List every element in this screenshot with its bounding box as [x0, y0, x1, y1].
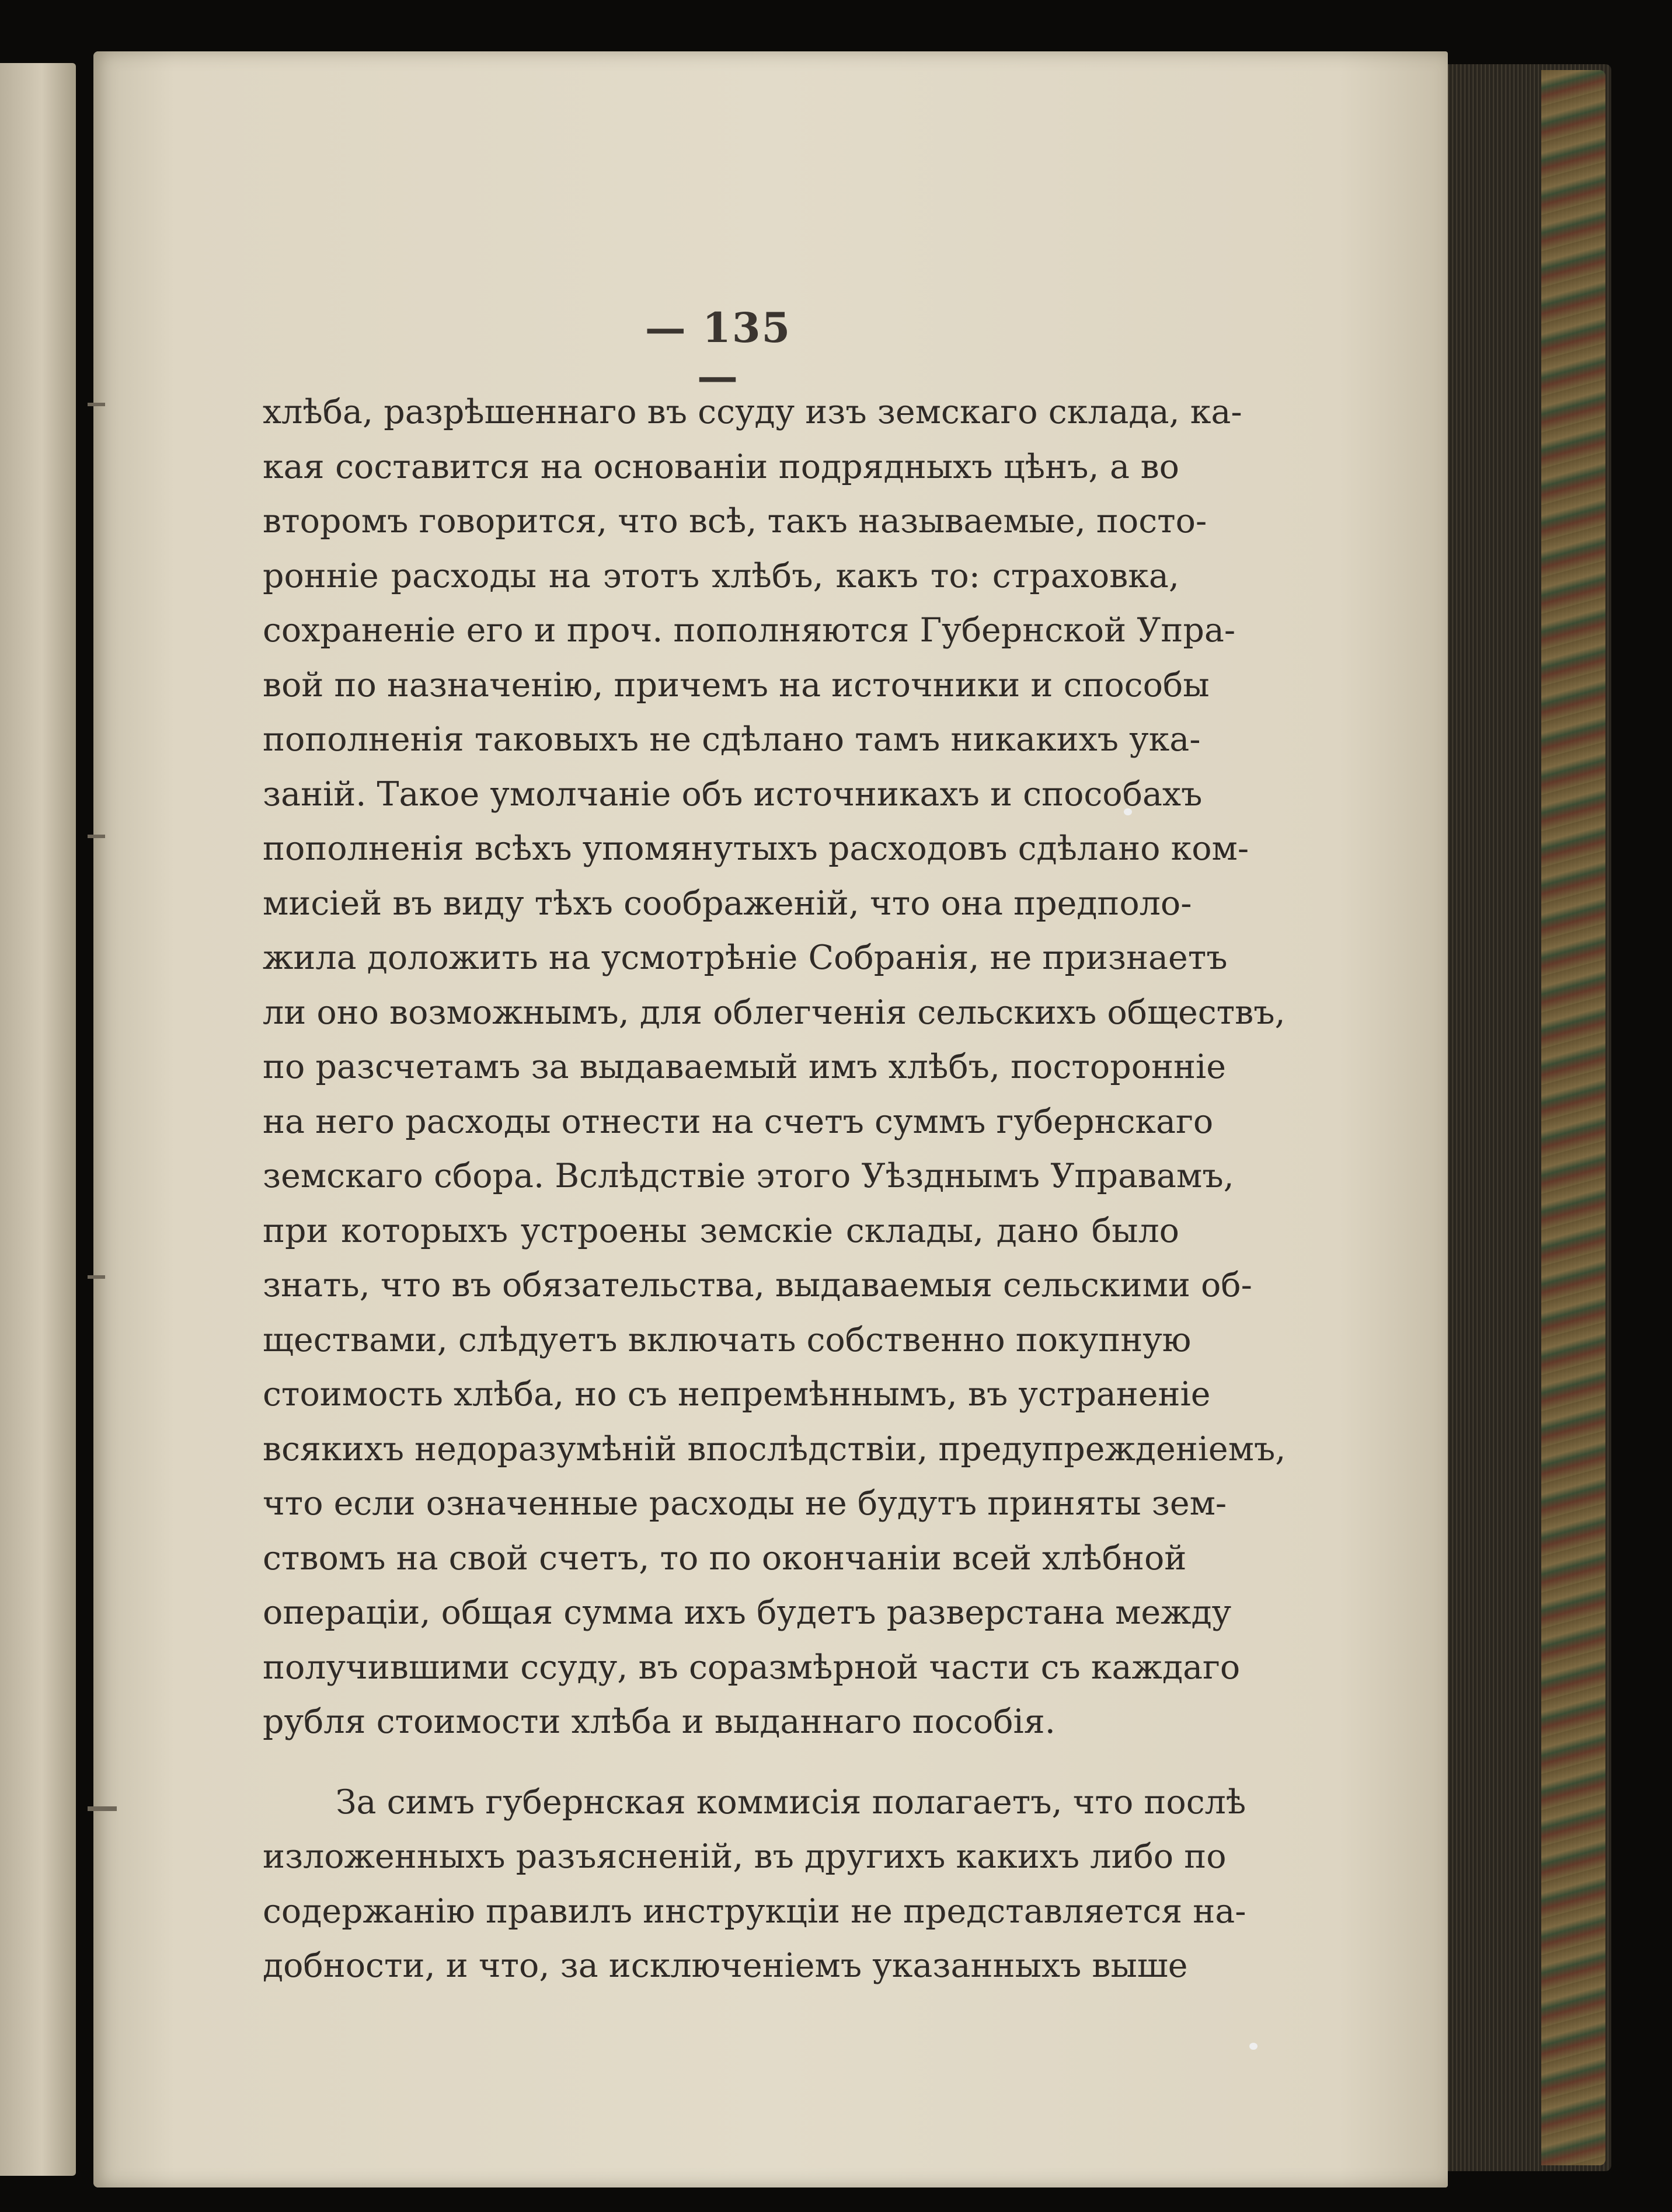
text-line: хлѣба, разрѣшеннаго въ ссуду изъ земскаго склада, ка- [263, 393, 1242, 431]
text-line: второмъ говорится, что всѣ, такъ называемые, посто- [263, 502, 1207, 540]
margin-mark [88, 1275, 105, 1279]
text-line: кая составится на основаніи подрядныхъ цѣнъ, а во [263, 447, 1179, 486]
text-line: ществами, слѣдуетъ включать собственно покупную [263, 1320, 1192, 1359]
text-line: ли оно возможнымъ, для облегченія сельскихъ обществъ, [263, 993, 1286, 1032]
text-line: при которыхъ устроены земскіе склады, дано было [263, 1211, 1179, 1250]
text-line: содержанію правилъ инструкціи не представляется на- [263, 1892, 1246, 1931]
margin-mark [88, 1806, 117, 1811]
text-line: стоимость хлѣба, но съ непремѣннымъ, въ устраненіе [263, 1375, 1211, 1414]
text-line: рубля стоимости хлѣба и выданнаго пособія. [263, 1702, 1056, 1741]
text-line: по разсчетамъ за выдаваемый имъ хлѣбъ, посторонніе [263, 1048, 1226, 1086]
text-line: всякихъ недоразумѣній впослѣдствіи, предупрежденіемъ, [263, 1429, 1286, 1468]
text-line: операціи, общая сумма ихъ будетъ разверстана между [263, 1593, 1232, 1632]
text-line: роннiе расходы на этотъ хлѣбъ, какъ то: страховка, [263, 556, 1179, 595]
text-line: заній. Такое умолчаніе объ источникахъ и способахъ [263, 774, 1203, 814]
left-page-edge [0, 63, 76, 2176]
text-line: пополненія таковыхъ не сдѣлано тамъ никакихъ ука- [263, 720, 1201, 759]
paragraph-gap [263, 1750, 1179, 1775]
text-line: сохраненіе его и проч. пополняются Губернской Упра- [263, 611, 1236, 650]
text-line: изложенныхъ разъясненій, въ другихъ какихъ либо по [263, 1837, 1227, 1876]
page-number: — 135 — [645, 303, 792, 400]
text-line: на него расходы отнести на счетъ суммъ губернскаго [263, 1102, 1214, 1141]
text-line: знать, что въ обязательства, выдаваемыя сельскими об- [263, 1266, 1252, 1304]
marbled-edge [1541, 70, 1605, 2165]
text-line: жила доложить на усмотрѣніе Собранія, не признаетъ [263, 938, 1228, 977]
text-line: что если означенные расходы не будутъ приняты зем- [263, 1484, 1227, 1523]
margin-mark [88, 835, 105, 838]
paper-speck [1249, 2043, 1258, 2050]
text-line: вой по назначенію, причемъ на источники и способы [263, 665, 1210, 704]
margin-mark [88, 403, 105, 406]
text-line: земскаго сбора. Вслѣдствіе этого Уѣзднымъ Управамъ, [263, 1157, 1234, 1195]
page-body-text [263, 385, 1286, 1994]
text-line: добности, и что, за исключеніемъ указанныхъ выше [263, 1946, 1188, 1985]
text-line: мисіей въ виду тѣхъ соображеній, что она предполо- [263, 884, 1192, 923]
text-line: пополненія всѣхъ упомянутыхъ расходовъ сдѣлано ком- [263, 829, 1249, 868]
text-line: За симъ губернская коммисія полагаетъ, что послѣ [336, 1782, 1246, 1822]
text-line: получившими ссуду, въ соразмѣрной части съ каждаго [263, 1648, 1241, 1687]
text-line: ствомъ на свой счетъ, то по окончаніи всей хлѣбной [263, 1538, 1187, 1578]
